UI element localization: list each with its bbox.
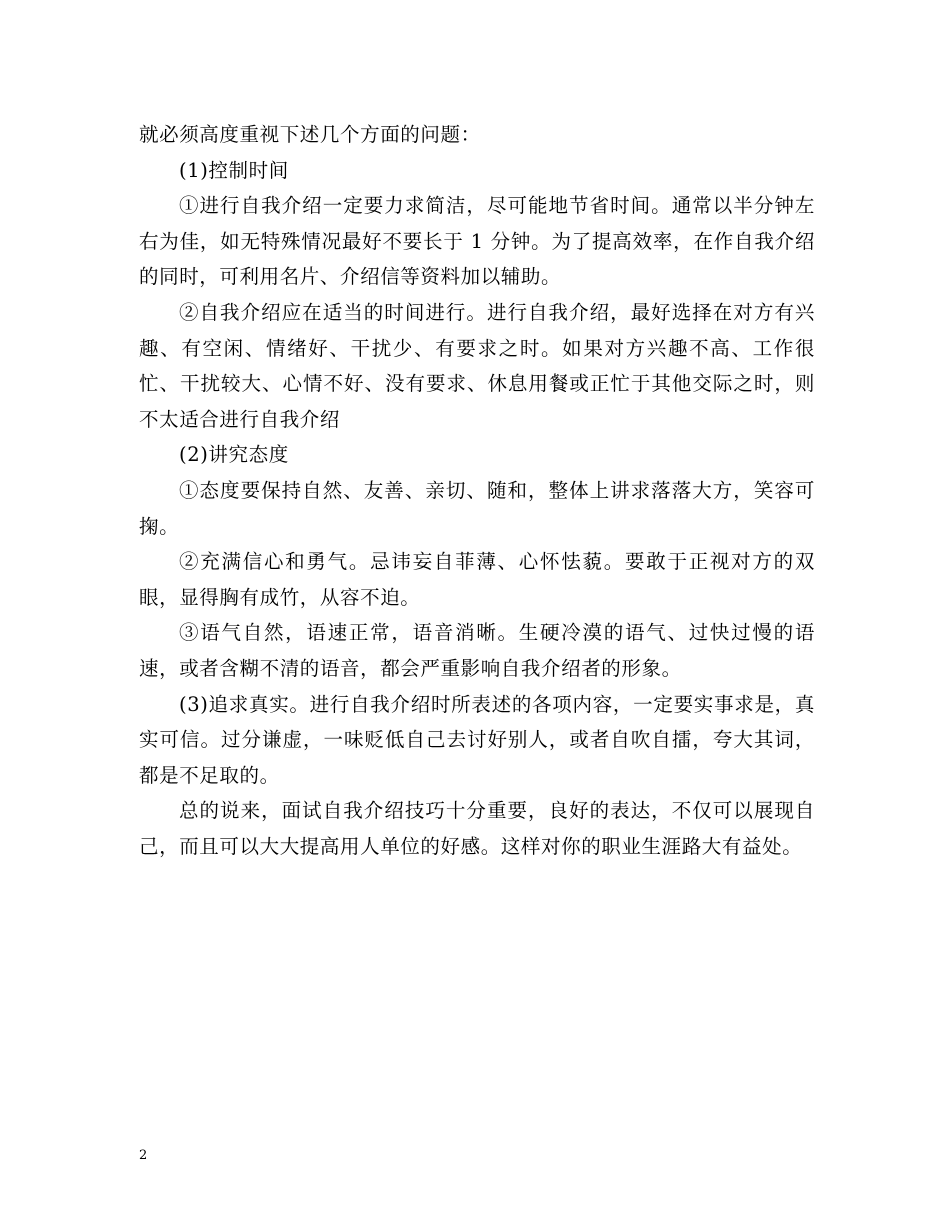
body-text: [139, 117, 815, 864]
heading-control-time: (1)控制时间: [179, 158, 289, 182]
paragraph-conclusion: 总的说来，面试自我介绍技巧十分重要，良好的表达，不仅可以展现自己，而且可以大大提高用人单位的好感。这样对你的职业生涯路大有益处。: [139, 799, 815, 858]
paragraph-truthfulness: (3)追求真实。进行自我介绍时所表述的各项内容，一定要实事求是，真实可信。过分谦虚，一味贬低自己去讨好别人，或者自吹自擂，夸大其词，都是不足取的。: [139, 692, 815, 787]
paragraph-timing: ②自我介绍应在适当的时间进行。进行自我介绍，最好选择在对方有兴趣、有空闲、情绪好、干扰少、有要求之时。如果对方兴趣不高、工作很忙、干扰较大、心情不好、没有要求、休息用餐或正忙于其他交际之时，则不太适合进行自我介绍: [139, 300, 815, 431]
paragraph-brevity: ①进行自我介绍一定要力求简洁，尽可能地节省时间。通常以半分钟左右为佳，如无特殊情况最好不要长于 1 分钟。为了提高效率，在作自我介绍的同时，可利用名片、介绍信等资料加以辅助。: [139, 194, 815, 289]
page-number: 2: [139, 1148, 148, 1163]
paragraph-tone: ③语气自然，语速正常，语音消晰。生硬冷漠的语气、过快过慢的语速，或者含糊不清的语音，都会严重影响自我介绍者的形象。: [139, 621, 815, 680]
heading-attitude: (2)讲究态度: [179, 443, 289, 467]
paragraph-intro: 就必须高度重视下述几个方面的问题：: [139, 123, 481, 146]
paragraph-natural-attitude: ①态度要保持自然、友善、亲切、随和，整体上讲求落落大方，笑容可掬。: [139, 478, 815, 538]
paragraph-confidence: ②充满信心和勇气。忌讳妄自菲薄、心怀怯藐。要敢于正视对方的双眼，显得胸有成竹，从容不迫。: [139, 550, 815, 609]
